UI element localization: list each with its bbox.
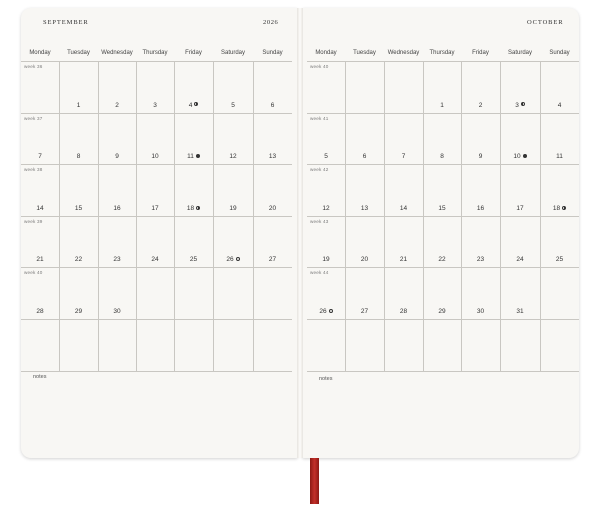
date-number: 7 (401, 153, 406, 161)
bookmark-ribbon (310, 458, 319, 504)
date-number: 19 (229, 204, 237, 212)
date-number: 8 (76, 153, 81, 161)
day-header: Saturday (220, 50, 245, 56)
date-number: 13 (360, 204, 369, 212)
week-label: week 37 (24, 115, 43, 121)
calendar-date[interactable] (500, 153, 540, 160)
first-quarter-moon-icon (562, 206, 566, 210)
first-quarter-moon-icon (196, 206, 200, 210)
day-header: Thursday (429, 50, 455, 56)
calendar-date[interactable] (345, 256, 384, 263)
calendar-date[interactable] (136, 102, 174, 109)
date-number: 30 (476, 308, 485, 315)
calendar-date[interactable] (540, 256, 579, 263)
date-number: 9 (115, 153, 119, 161)
date-number: 9 (478, 153, 483, 161)
date-number: 25 (555, 256, 564, 264)
date-number: 27 (268, 256, 277, 264)
date-number: 1 (76, 101, 81, 109)
date-number: 2 (478, 101, 483, 109)
calendar-date[interactable] (307, 256, 345, 263)
calendar-date[interactable] (540, 153, 579, 160)
calendar-date[interactable] (136, 205, 174, 212)
date-number: 6 (362, 153, 367, 161)
calendar-date[interactable] (345, 205, 384, 212)
calendar-date[interactable] (253, 205, 292, 212)
date-number: 7 (38, 153, 42, 161)
grid-row-line (307, 319, 579, 320)
calendar-date[interactable] (461, 153, 500, 160)
date-number: 12 (229, 153, 237, 161)
grid-row-line (307, 371, 579, 372)
calendar-date[interactable] (174, 205, 213, 212)
calendar-date[interactable] (98, 205, 136, 212)
calendar-date[interactable] (461, 102, 500, 109)
date-number: 17 (516, 204, 524, 212)
date-number: 4 (557, 101, 562, 109)
calendar-date[interactable] (461, 256, 500, 263)
day-header: Friday (185, 50, 202, 56)
grid-row-line (21, 113, 292, 114)
date-number: 12 (322, 204, 330, 212)
grid-row-line (21, 267, 292, 268)
calendar-date[interactable] (307, 308, 345, 315)
date-number: 10 (151, 153, 159, 161)
date-number: 22 (438, 256, 446, 264)
date-number: 22 (74, 256, 83, 264)
date-number: 15 (438, 204, 446, 212)
date-number: 18 (186, 204, 195, 212)
date-number: 14 (36, 204, 44, 212)
day-header: Friday (472, 50, 489, 56)
date-number: 24 (151, 256, 159, 264)
calendar-date[interactable] (174, 102, 213, 109)
date-number: 5 (324, 153, 328, 161)
calendar-date[interactable] (500, 205, 540, 212)
calendar-date[interactable] (461, 205, 500, 212)
calendar-date[interactable] (21, 153, 59, 160)
calendar-date[interactable] (253, 256, 292, 263)
day-header: Wednesday (387, 50, 420, 56)
grid-row-line (21, 216, 292, 217)
right-notes-label: notes (319, 376, 333, 382)
calendar-date[interactable] (307, 153, 345, 160)
date-number: 25 (189, 256, 198, 264)
date-number: 19 (322, 256, 330, 264)
calendar-date[interactable] (136, 256, 174, 263)
grid-row-line (307, 164, 579, 165)
calendar-date[interactable] (59, 153, 98, 160)
grid-row-line (307, 113, 579, 114)
date-number: 14 (399, 204, 408, 212)
date-number: 21 (36, 256, 44, 264)
calendar-date[interactable] (307, 205, 345, 212)
date-number: 18 (552, 204, 561, 212)
week-label: week 36 (24, 64, 43, 69)
new-moon-icon (523, 154, 527, 158)
calendar-date[interactable] (21, 256, 59, 263)
grid-row-line (21, 164, 292, 165)
date-number: 3 (515, 101, 519, 109)
date-number: 29 (74, 308, 83, 315)
calendar-date[interactable] (500, 102, 540, 109)
left-notes-label: notes (33, 374, 47, 380)
calendar-date[interactable] (540, 205, 579, 212)
date-number: 28 (36, 308, 44, 315)
date-number: 3 (153, 101, 157, 109)
full-moon-icon (329, 309, 333, 313)
date-number: 20 (360, 256, 369, 264)
date-number: 29 (438, 308, 446, 315)
day-header: Tuesday (67, 50, 90, 56)
day-header: Sunday (549, 50, 570, 56)
date-number: 16 (476, 204, 485, 212)
grid-row-line (21, 371, 292, 372)
date-number: 31 (516, 308, 524, 315)
full-moon-icon (236, 257, 240, 261)
week-label: week 39 (24, 218, 43, 224)
date-number: 17 (151, 204, 159, 212)
calendar-date[interactable] (21, 205, 59, 212)
right-page (302, 8, 579, 458)
calendar-date[interactable] (253, 102, 292, 109)
calendar-date[interactable] (423, 153, 461, 160)
week-label: week 44 (310, 270, 329, 276)
date-number: 5 (231, 101, 235, 109)
week-label: week 40 (310, 64, 329, 69)
date-number: 21 (399, 256, 408, 264)
calendar-date[interactable] (59, 256, 98, 263)
last-quarter-moon-icon (521, 102, 525, 106)
date-number: 15 (74, 204, 83, 212)
date-number: 28 (399, 308, 408, 315)
calendar-date[interactable] (213, 153, 253, 160)
calendar-date[interactable] (500, 256, 540, 263)
calendar-date[interactable] (423, 102, 461, 109)
calendar-date[interactable] (423, 308, 461, 315)
day-header: Wednesday (101, 50, 133, 56)
calendar-date[interactable] (98, 256, 136, 263)
calendar-date[interactable] (174, 256, 213, 263)
date-number: 20 (268, 204, 277, 212)
day-header: Sunday (262, 50, 283, 56)
date-number: 6 (270, 101, 275, 109)
date-number: 26 (226, 256, 234, 264)
week-label: week 43 (310, 218, 329, 224)
date-number: 30 (113, 308, 121, 315)
calendar-date[interactable] (384, 153, 423, 160)
date-number: 13 (268, 153, 277, 161)
date-number: 10 (513, 153, 521, 161)
grid-col-line (345, 61, 346, 371)
grid-row-line (307, 267, 579, 268)
new-moon-icon (196, 154, 200, 158)
calendar-date[interactable] (213, 205, 253, 212)
calendar-date[interactable] (461, 308, 500, 315)
left-page (21, 8, 298, 458)
first-quarter-moon-icon (194, 102, 198, 106)
date-number: 26 (319, 308, 327, 315)
calendar-date[interactable] (98, 102, 136, 109)
date-number: 23 (113, 256, 121, 264)
calendar-date[interactable] (59, 308, 98, 315)
grid-row-line (21, 319, 292, 320)
grid-row-line (307, 61, 579, 62)
calendar-date[interactable] (98, 308, 136, 315)
calendar-date[interactable] (59, 102, 98, 109)
date-number: 11 (187, 153, 194, 161)
calendar-date[interactable] (136, 153, 174, 160)
date-number: 4 (188, 101, 193, 109)
day-header: Monday (315, 50, 337, 56)
calendar-date[interactable] (345, 308, 384, 315)
year-title: 2026 (263, 19, 279, 26)
week-label: week 40 (24, 270, 43, 276)
calendar-date[interactable] (253, 153, 292, 160)
calendar-date[interactable] (423, 205, 461, 212)
date-number: 2 (115, 101, 119, 109)
calendar-date[interactable] (384, 256, 423, 263)
date-number: 27 (360, 308, 369, 315)
calendar-date[interactable] (500, 308, 540, 315)
grid-col-line (384, 61, 385, 371)
week-label: week 42 (310, 167, 329, 173)
calendar-date[interactable] (213, 256, 253, 263)
left-month-title: SEPTEMBER (43, 19, 89, 26)
calendar-date[interactable] (213, 102, 253, 109)
day-header: Saturday (507, 50, 532, 56)
day-header: Monday (29, 50, 51, 56)
grid-row-line (307, 216, 579, 217)
date-number: 23 (476, 256, 485, 264)
date-number: 1 (440, 101, 444, 109)
date-number: 11 (556, 153, 563, 161)
calendar-date[interactable] (21, 308, 59, 315)
date-number: 16 (113, 204, 121, 212)
right-month-title: OCTOBER (527, 19, 564, 26)
date-number: 24 (516, 256, 524, 264)
grid-row-line (21, 61, 292, 62)
day-header: Tuesday (353, 50, 376, 56)
week-label: week 41 (310, 115, 329, 121)
calendar-date[interactable] (384, 205, 423, 212)
date-number: 8 (440, 153, 444, 161)
calendar-date[interactable] (423, 256, 461, 263)
page-gutter (297, 8, 303, 458)
calendar-date[interactable] (98, 153, 136, 160)
calendar-date[interactable] (540, 102, 579, 109)
calendar-date[interactable] (384, 308, 423, 315)
calendar-date[interactable] (174, 153, 213, 160)
day-header: Thursday (142, 50, 168, 56)
calendar-date[interactable] (345, 153, 384, 160)
week-label: week 38 (24, 167, 43, 173)
calendar-date[interactable] (59, 205, 98, 212)
